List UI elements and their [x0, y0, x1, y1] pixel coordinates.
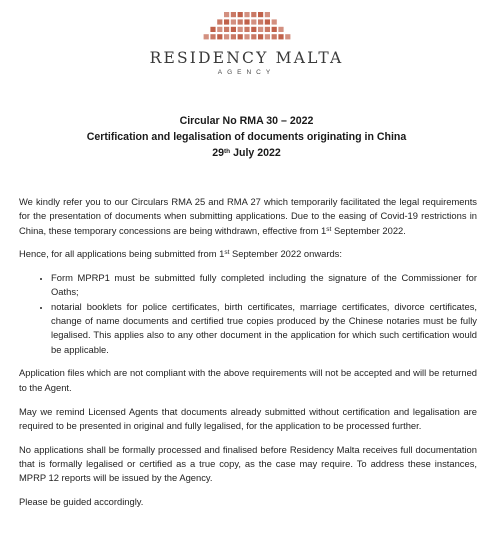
logo-tile [272, 34, 277, 39]
logo-tile [258, 19, 263, 24]
logo-tile [224, 12, 229, 17]
logo-tile [265, 19, 270, 24]
logo-tile [265, 34, 270, 39]
circular-body [19, 195, 477, 509]
logo-tile [238, 34, 243, 39]
logo-tile [258, 12, 263, 17]
logo-tile [231, 19, 236, 24]
logo-tile [244, 27, 249, 32]
logo-tile [258, 34, 263, 39]
signoff: Please be guided accordingly. [19, 496, 144, 508]
logo-tile [251, 34, 256, 39]
logo-tile [244, 12, 249, 17]
logo-tile [224, 19, 229, 24]
paragraph-scope: Hence, for all applications being submitted from 1st September 2022 onwards: [19, 248, 342, 260]
logo-tile [251, 12, 256, 17]
logo-tile [285, 34, 290, 39]
logo-tile [224, 34, 229, 39]
list-item: • Form MPRP1 must be submitted fully completed including the signature of the Commissioner for Oaths; [51, 271, 477, 300]
list-item: • notarial booklets for police certificates, birth certificates, marriage certificates, divorce certificates, change of name documents and certified true copies produced by the Chinese notaries must be fully legalised. This applies also to any other document in the application for which such certification would be applicable. [51, 300, 477, 357]
requirements-list [19, 271, 477, 357]
logo-tile-icon [203, 8, 291, 48]
logo-tile [217, 27, 222, 32]
brand-name: RESIDENCY MALTA [149, 49, 344, 67]
circular-title: Certification and legalisation of documents originating in China [86, 131, 407, 143]
logo-tile [251, 27, 256, 32]
logo-tile [238, 27, 243, 32]
paragraph-non-compliance: Application files which are not compliant with the above requirements will not be accepted and will be returned to the Agent. [19, 367, 477, 393]
circular-date: 29th July 2022 [212, 147, 281, 159]
paragraph-processing: No applications shall be formally processed and finalised before Residency Malta receives full documentation that is formally legalised or certified as a true copy, as the case may require. To address these instances, MPRP 12 reports will be issued by the Agency. [19, 443, 477, 484]
logo-tile [244, 19, 249, 24]
logo-tile [272, 27, 277, 32]
logo-tile [210, 27, 215, 32]
residency-malta-logo [0, 0, 493, 84]
logo-tile [238, 12, 243, 17]
logo-tile [231, 27, 236, 32]
circular-number: Circular No RMA 30 – 2022 [179, 115, 314, 127]
logo-tile [278, 34, 283, 39]
paragraph-intro: We kindly refer you to our Circulars RMA 25 and RMA 27 which temporarily facilitated the legal requirements for the presentation of documents when submitting applications. Due to the easing of Covid-19 restrictions in China, these temporary concessions are being withdrawn, effective from 1st September 2022. [19, 196, 477, 236]
logo-tile [224, 27, 229, 32]
logo-tile [204, 34, 209, 39]
logo-tile [231, 34, 236, 39]
logo-tile [272, 19, 277, 24]
paragraph-reminder: May we remind Licensed Agents that documents already submitted without certification and legalisation are required to be presented in original and fully legalised, for the application to be processed further. [19, 405, 477, 431]
circular-heading [0, 113, 493, 161]
agency-label: AGENCY [217, 69, 276, 76]
logo-tile [278, 27, 283, 32]
logo-tile [251, 19, 256, 24]
logo-tile [217, 19, 222, 24]
logo-tile [265, 27, 270, 32]
logo-tile [231, 12, 236, 17]
logo-tile [210, 34, 215, 39]
logo-tile [244, 34, 249, 39]
logo-tile [258, 27, 263, 32]
logo-tile [238, 19, 243, 24]
logo-tile [265, 12, 270, 17]
logo-tile [217, 34, 222, 39]
